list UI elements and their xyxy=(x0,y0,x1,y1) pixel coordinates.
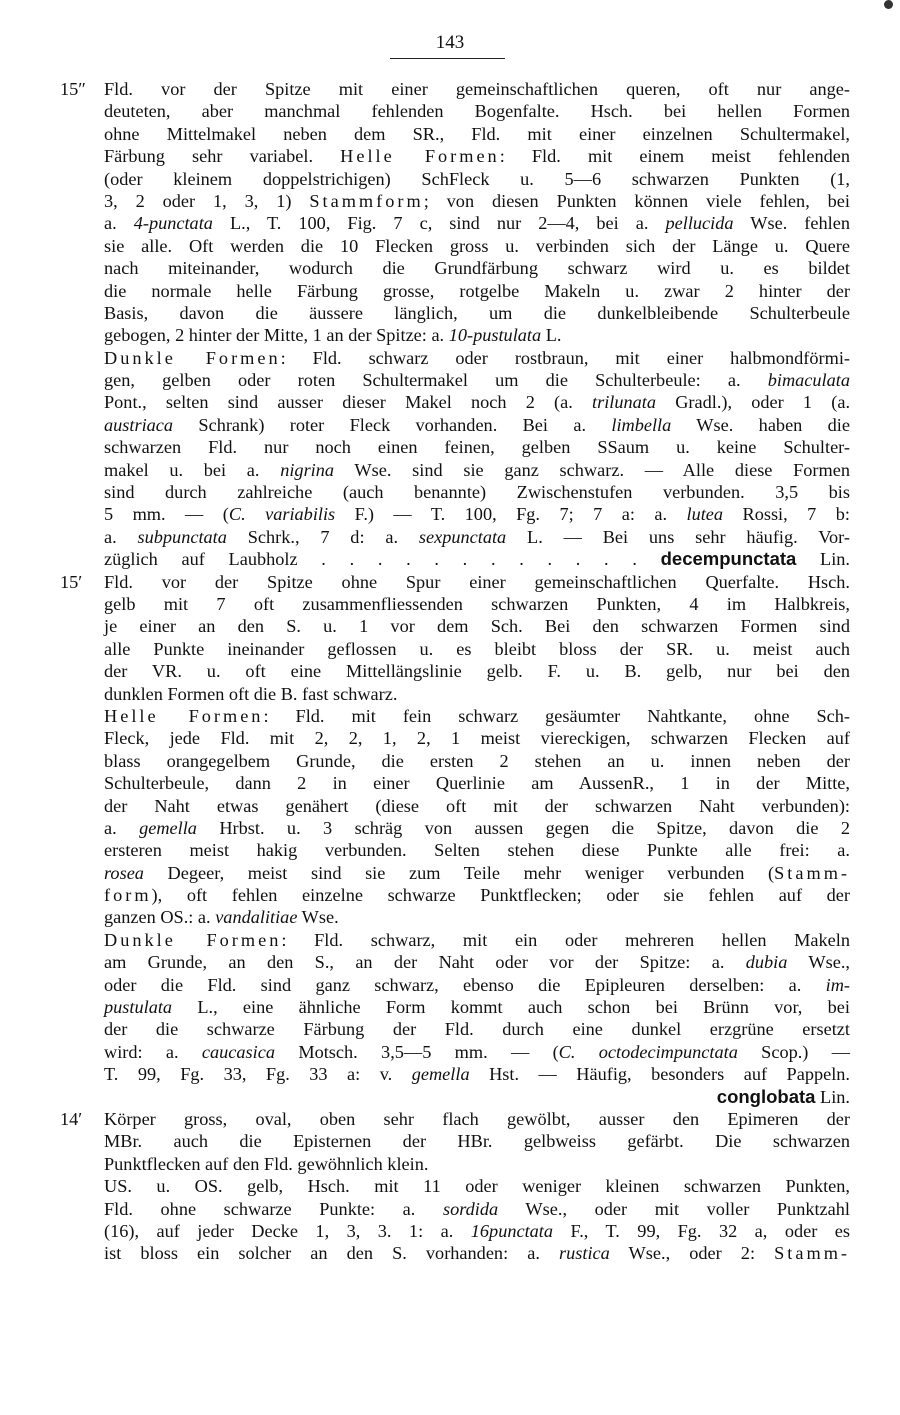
text-line xyxy=(60,974,850,996)
text-line xyxy=(60,302,850,324)
line-text: blass orangegelbem Grunde, die ersten 2 stehen an u. innen neben der xyxy=(104,750,850,771)
text-line xyxy=(60,168,850,190)
line-text: Schulterbeule, dann 2 in einer Querlinie am AussenR., 1 in der Mitte, xyxy=(104,773,850,794)
text-line xyxy=(60,772,850,794)
text-line xyxy=(60,280,850,302)
text-line xyxy=(60,1220,850,1242)
line-text: Pont., selten sind ausser dieser Makel noch 2 (a. trilunata Gradl.), oder 1 (a. xyxy=(104,392,851,413)
text-line xyxy=(60,212,850,234)
line-text: ist bloss ein solcher an den S. vorhanden: a. rustica Wse., oder 2: Stamm- xyxy=(104,1243,850,1264)
text-line xyxy=(60,257,850,279)
line-text: ersteren meist hakig verbunden. Selten stehen diese Punkte alle frei: a. xyxy=(104,840,850,861)
text-line xyxy=(60,929,850,951)
text-line xyxy=(60,459,850,481)
line-text: sie alle. Oft werden die 10 Flecken gross u. verbinden sich der Länge u. Quere xyxy=(104,235,850,256)
text-line xyxy=(60,683,850,705)
text-line xyxy=(60,1130,850,1152)
text-line xyxy=(60,862,850,884)
line-text: 3, 2 oder 1, 3, 1) Stammform; von diesen Punkten können viele fehlen, bei xyxy=(104,190,850,211)
line-text: gebogen, 2 hinter der Mitte, 1 an der Spitze: a. 10-pustulata L. xyxy=(104,325,562,346)
line-text: am Grunde, an den S., an der Naht oder vor der Spitze: a. dubia Wse., xyxy=(104,952,850,973)
line-text: Punktflecken auf den Fld. gewöhnlich klein. xyxy=(104,1153,429,1174)
text-line xyxy=(60,996,850,1018)
text-line xyxy=(60,638,850,660)
line-text: dunklen Formen oft die B. fast schwarz. xyxy=(104,683,398,704)
page-number: 143 xyxy=(435,32,465,53)
text-line xyxy=(60,78,850,100)
line-text: MBr. auch die Episternen der HBr. gelbweiss gefärbt. Die schwarzen xyxy=(104,1131,850,1152)
line-text: Helle Formen: Fld. mit fein schwarz gesäumter Nahtkante, ohne Sch- xyxy=(104,705,850,726)
text-line xyxy=(60,1108,850,1130)
text-line xyxy=(60,123,850,145)
body-text xyxy=(60,78,850,1265)
line-text: oder die Fld. sind ganz schwarz, ebenso die Epipleuren derselben: a. im- xyxy=(104,974,850,995)
couplet-number: 14′ xyxy=(60,1108,83,1129)
line-text: austriaca Schrank) roter Fleck vorhanden. Bei a. limbella Wse. haben die xyxy=(104,414,850,435)
line-text: ohne Mittelmakel neben dem SR., Fld. mit einer einzelnen Schultermakel, xyxy=(104,123,850,144)
text-line xyxy=(60,615,850,637)
line-text: gelb mit 7 oft zusammenfliessenden schwarzen Punkten, 4 im Halbkreis, xyxy=(104,593,850,614)
line-text: ganzen OS.: a. vandalitiae Wse. xyxy=(104,907,339,928)
text-line xyxy=(60,1242,850,1264)
line-text: züglich auf Laubholz . . . . . . . . . . . . decempunctata Lin. xyxy=(104,548,850,570)
text-line xyxy=(60,235,850,257)
text-line xyxy=(60,436,850,458)
text-line xyxy=(60,906,850,928)
line-text: der die schwarze Färbung der Fld. durch eine dunkel erzgrüne ersetzt xyxy=(104,1019,850,1040)
text-line xyxy=(60,1018,850,1040)
line-text: Fleck, jede Fld. mit 2, 2, 1, 2, 1 meist viereckigen, schwarzen Flecken auf xyxy=(104,728,850,749)
page-number-rule xyxy=(390,58,505,59)
line-text: US. u. OS. gelb, Hsch. mit 11 oder weniger kleinen schwarzen Punkten, xyxy=(104,1176,850,1197)
line-text: der Naht etwas genähert (diese oft mit der schwarzen Naht verbunden): xyxy=(104,795,850,816)
line-text: makel u. bei a. nigrina Wse. sind sie ganz schwarz. — Alle diese Formen xyxy=(104,459,850,480)
text-line xyxy=(60,391,850,413)
text-line xyxy=(60,324,850,346)
line-text: gen, gelben oder roten Schultermakel um die Schulterbeule: a. bimaculata xyxy=(104,370,850,391)
line-text: die normale helle Färbung grosse, rotgelbe Makeln u. zwar 2 hinter der xyxy=(104,280,850,301)
line-text: je einer an den S. u. 1 vor dem Sch. Bei den schwarzen Formen sind xyxy=(104,616,850,637)
line-text: schwarzen Fld. nur noch einen feinen, gelben SSaum u. keine Schulter- xyxy=(104,437,850,458)
line-text: nach miteinander, wodurch die Grundfärbung schwarz wird u. es bildet xyxy=(104,258,850,279)
text-line xyxy=(60,1063,850,1085)
text-line xyxy=(60,347,850,369)
couplet-number: 15″ xyxy=(60,79,86,99)
text-line xyxy=(60,481,850,503)
line-text: sind durch zahlreiche (auch benannte) Zwischenstufen verbunden. 3,5 bis xyxy=(104,482,850,503)
text-line xyxy=(60,548,850,570)
line-text: Fld. ohne schwarze Punkte: a. sordida Wse., oder mit voller Punktzahl xyxy=(104,1198,850,1219)
line-text: a. 4-punctata L., T. 100, Fig. 7 c, sind nur 2—4, bei a. pellucida Wse. fehlen xyxy=(104,213,850,234)
line-text: conglobata Lin. xyxy=(716,1085,850,1107)
text-line xyxy=(60,817,850,839)
line-text: Fld. vor der Spitze ohne Spur einer gemeinschaftlichen Querfalte. Hsch. xyxy=(104,571,850,592)
text-line xyxy=(60,190,850,212)
line-text: der VR. u. oft eine Mittellängslinie gelb. F. u. B. gelb, nur bei den xyxy=(104,661,850,682)
line-text: Fld. vor der Spitze mit einer gemeinschaftlichen queren, oft nur ange- xyxy=(104,79,850,99)
couplet-number: 15′ xyxy=(60,571,83,592)
line-text: (16), auf jeder Decke 1, 3, 3. 1: a. 16punctata F., T. 99, Fg. 32 a, oder es xyxy=(104,1220,850,1241)
text-line xyxy=(60,951,850,973)
text-line xyxy=(60,145,850,167)
text-line xyxy=(60,660,850,682)
line-text: Dunkle Formen: Fld. schwarz oder rostbraun, mit einer halbmondförmi- xyxy=(104,347,850,368)
line-text: form), oft fehlen einzelne schwarze Punktflecken; oder sie fehlen auf der xyxy=(104,885,850,906)
line-text: Färbung sehr variabel. Helle Formen: Fld. mit einem meist fehlenden xyxy=(104,146,850,167)
text-line xyxy=(60,571,850,593)
text-line xyxy=(60,727,850,749)
line-text: alle Punkte ineinander geflossen u. es bleibt bloss der SR. u. meist auch xyxy=(104,638,850,659)
line-text: deuteten, aber manchmal fehlenden Bogenfalte. Hsch. bei hellen Formen xyxy=(104,101,850,122)
text-line xyxy=(60,414,850,436)
line-text: a. subpunctata Schrk., 7 d: a. sexpunctata L. — Bei uns sehr häufig. Vor- xyxy=(104,526,850,547)
text-line xyxy=(60,100,850,122)
text-line xyxy=(60,884,850,906)
line-text: wird: a. caucasica Motsch. 3,5—5 mm. — (C. octodecimpunctata Scop.) — xyxy=(104,1041,850,1062)
line-text: Basis, davon die äussere länglich, um die dunkelbleibende Schulterbeule xyxy=(104,302,850,323)
line-text: Körper gross, oval, oben sehr flach gewölbt, ausser den Epimeren der xyxy=(104,1108,850,1129)
text-line xyxy=(60,1153,850,1175)
text-line xyxy=(60,526,850,548)
text-line xyxy=(60,750,850,772)
text-line xyxy=(60,593,850,615)
text-line xyxy=(60,1198,850,1220)
line-text: a. gemella Hrbst. u. 3 schräg von aussen gegen die Spitze, davon die 2 xyxy=(104,817,850,838)
text-line xyxy=(60,1086,850,1108)
line-text: T. 99, Fg. 33, Fg. 33 a: v. gemella Hst. — Häufig, besonders auf Pappeln. xyxy=(104,1064,850,1085)
ink-speck xyxy=(884,0,893,9)
text-line xyxy=(60,795,850,817)
line-text: Dunkle Formen: Fld. schwarz, mit ein oder mehreren hellen Makeln xyxy=(104,929,850,950)
line-text: rosea Degeer, meist sind sie zum Teile mehr weniger verbunden (Stamm- xyxy=(104,862,850,883)
text-line xyxy=(60,503,850,525)
text-line xyxy=(60,369,850,391)
line-text: (oder kleinem doppelstrichigen) SchFleck u. 5—6 schwarzen Punkten (1, xyxy=(104,168,850,189)
text-line xyxy=(60,839,850,861)
line-text: pustulata L., eine ähnliche Form kommt auch schon bei Brünn vor, bei xyxy=(104,997,850,1018)
line-text: 5 mm. — (C. variabilis F.) — T. 100, Fg. 7; 7 a: a. lutea Rossi, 7 b: xyxy=(104,504,850,525)
text-line xyxy=(60,1175,850,1197)
text-line xyxy=(60,705,850,727)
text-line xyxy=(60,1041,850,1063)
